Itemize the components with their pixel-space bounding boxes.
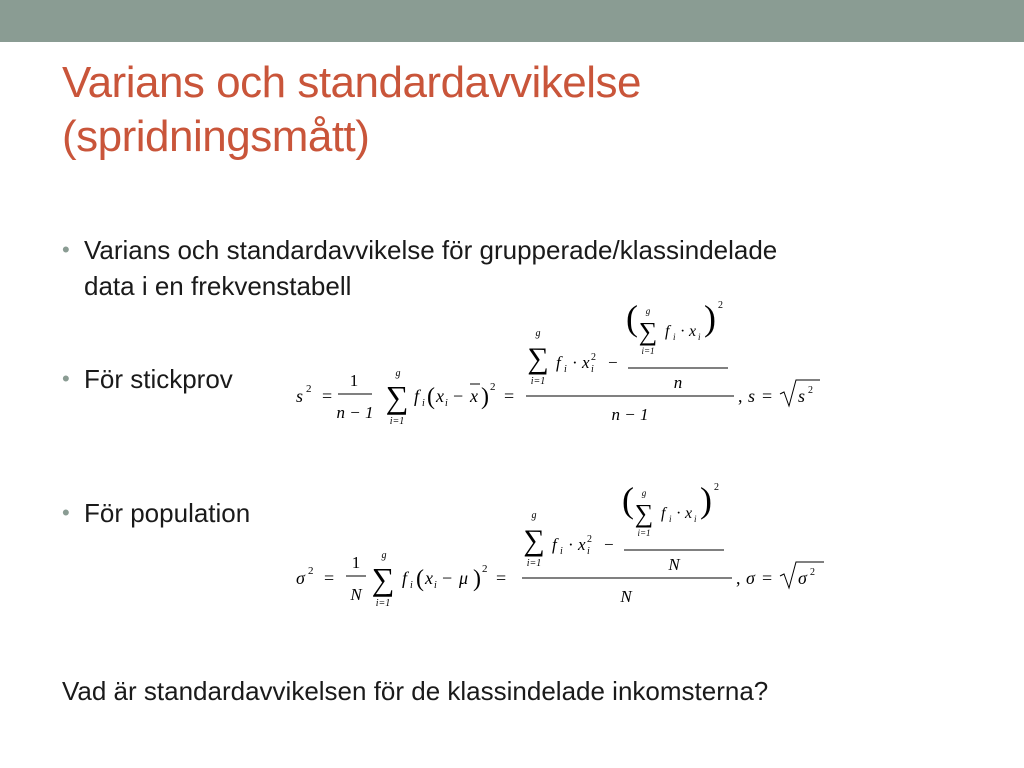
inner-denominator: n <box>673 373 683 392</box>
paren-exp: 2 <box>482 563 488 575</box>
sqrt-exp: 2 <box>810 567 815 578</box>
sum-upper: g <box>395 368 401 379</box>
rhs-equals: = <box>762 386 773 406</box>
rhs-var: s <box>748 386 756 406</box>
sqrt-exp: 2 <box>808 385 813 396</box>
slide-title-line-1: Varians och standardavvikelse <box>62 58 642 107</box>
inner-close-paren: ) <box>704 298 716 338</box>
inner-x-sub: i <box>694 514 697 524</box>
bullet-item-sample <box>62 361 233 397</box>
open-paren: ( <box>427 384 435 410</box>
open-paren: ( <box>416 566 424 592</box>
inner-dot: · <box>676 505 682 522</box>
bullet-dot-icon: • <box>62 237 70 262</box>
bullet-dot-icon: • <box>62 366 70 391</box>
big-sum-lower: i=1 <box>530 376 546 387</box>
big-term-f-sub: i <box>560 546 563 557</box>
inner-f-sub: i <box>669 514 672 524</box>
inner-denominator: N <box>668 555 680 574</box>
paren-x-sub: i <box>445 398 448 409</box>
big-term-minus: − <box>608 353 618 372</box>
bullet-item-grouped-data <box>62 232 777 304</box>
big-term-x-exp: 2 <box>591 352 596 363</box>
big-term-x-sub: i <box>591 364 594 375</box>
inner-exp: 2 <box>718 300 723 311</box>
sqrt-body: σ <box>798 568 807 588</box>
inner-dot: · <box>680 323 686 340</box>
frac-denominator: N <box>350 585 362 604</box>
lhs-var: s <box>296 386 304 406</box>
inner-open-paren: ( <box>622 480 634 520</box>
big-denominator: N <box>620 587 632 606</box>
sum-sigma-icon: ∑ <box>371 561 395 597</box>
mean-mu: μ <box>459 568 469 588</box>
inner-x: x <box>685 505 693 522</box>
paren-minus: − <box>453 386 464 406</box>
big-sum-sigma-icon: ∑ <box>523 524 545 557</box>
sum-lower: i=1 <box>375 598 391 609</box>
inner-f: f <box>665 323 670 340</box>
lhs-exp: 2 <box>306 383 312 395</box>
closing-question: Vad är standardavvikelsen för de klassindelade inkomsterna? <box>62 676 769 706</box>
term-f: f <box>414 386 420 406</box>
lhs-var: σ <box>296 568 305 588</box>
paren-x-sub: i <box>434 580 437 591</box>
big-sum-lower: i=1 <box>526 558 542 569</box>
inner-sum-sigma-icon: ∑ <box>634 499 654 528</box>
term-f-sub: i <box>410 580 413 591</box>
inner-x-sub: i <box>698 332 701 342</box>
big-term-x: x <box>582 353 590 372</box>
equals-sign: = <box>324 568 335 588</box>
big-term-x-exp: 2 <box>587 534 592 545</box>
sqrt-body: s <box>798 386 806 406</box>
big-term-dot: · <box>572 353 578 372</box>
close-paren: ) <box>481 384 489 410</box>
term-f-sub: i <box>422 398 425 409</box>
equals-sign-2: = <box>496 568 507 588</box>
inner-sum-upper: g <box>641 488 647 498</box>
mean-x: x <box>470 386 478 406</box>
inner-sum-lower: i=1 <box>641 346 655 356</box>
bullet-text-line-1: Varians och standardavvikelse för grupperade/klassindelade <box>84 235 778 265</box>
inner-f: f <box>661 505 666 522</box>
inner-sum-sigma-icon: ∑ <box>638 317 658 346</box>
lhs-exp: 2 <box>308 565 314 577</box>
sum-lower: i=1 <box>389 416 405 427</box>
rhs-var: σ <box>746 568 755 588</box>
slide-title-line-2: (spridningsmått) <box>62 112 370 161</box>
big-term-x: x <box>578 535 586 554</box>
big-term-x-sub: i <box>587 546 590 557</box>
equals-sign-2: = <box>504 386 515 406</box>
big-sum-upper: g <box>535 328 541 339</box>
inner-close-paren: ) <box>700 480 712 520</box>
sum-sigma-icon: ∑ <box>385 379 409 415</box>
big-denominator: n − 1 <box>611 405 649 424</box>
sum-upper: g <box>381 550 387 561</box>
term-f: f <box>402 568 408 588</box>
inner-open-paren: ( <box>626 298 638 338</box>
equals-sign: = <box>322 386 333 406</box>
big-term-f-sub: i <box>564 364 567 375</box>
sample-variance-formula <box>290 296 830 436</box>
close-paren: ) <box>473 566 481 592</box>
bullet-dot-icon: • <box>62 500 70 525</box>
big-sum-sigma-icon: ∑ <box>527 342 549 375</box>
frac-denominator: n − 1 <box>336 403 374 422</box>
paren-minus: − <box>442 568 453 588</box>
big-term-f: f <box>556 353 561 372</box>
bullet-item-population <box>62 495 250 531</box>
slide-title <box>62 56 962 164</box>
inner-sum-upper: g <box>645 306 651 316</box>
big-term-f: f <box>552 535 557 554</box>
bullet-text-line-2: data i en frekvenstabell <box>84 271 352 301</box>
paren-exp: 2 <box>490 381 496 393</box>
frac-numerator: 1 <box>351 553 361 572</box>
paren-x: x <box>425 568 433 588</box>
inner-x: x <box>689 323 697 340</box>
bullet-text: För stickprov <box>84 364 233 394</box>
bullet-text: För population <box>84 498 251 528</box>
inner-f-sub: i <box>673 332 676 342</box>
comma: , <box>738 386 743 406</box>
big-sum-upper: g <box>531 510 537 521</box>
paren-x: x <box>436 386 444 406</box>
big-term-dot: · <box>568 535 574 554</box>
big-term-minus: − <box>604 535 614 554</box>
frac-numerator: 1 <box>349 371 359 390</box>
rhs-equals: = <box>762 568 773 588</box>
inner-exp: 2 <box>714 482 719 493</box>
top-accent-bar <box>0 0 1024 42</box>
inner-sum-lower: i=1 <box>637 528 651 538</box>
population-variance-formula <box>290 478 830 618</box>
comma: , <box>736 568 741 588</box>
